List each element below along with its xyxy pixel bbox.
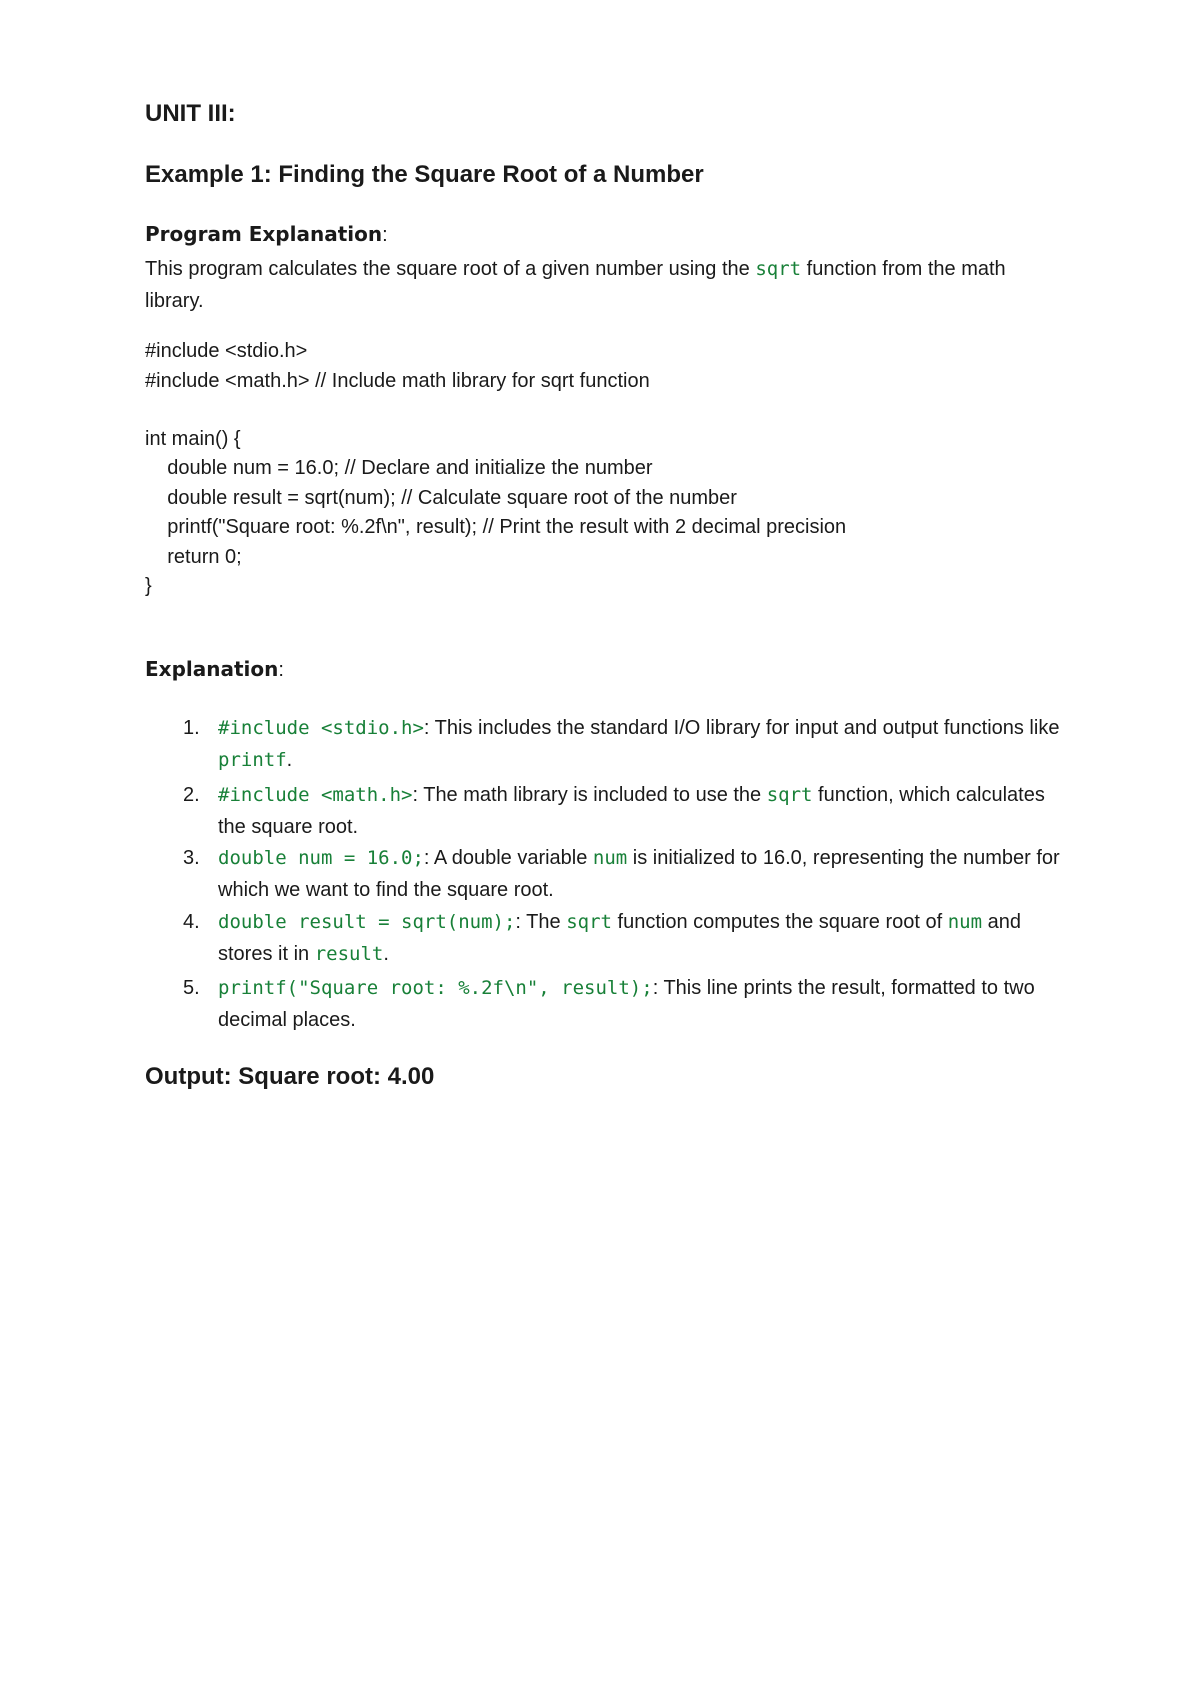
list-item-text-end: function, which calculates the square root. [218, 784, 1045, 838]
list-item-code: #include <stdio.h> [218, 717, 424, 739]
list-item-text: : The math library is included to use the [412, 784, 767, 806]
source-main-function [145, 425, 846, 601]
explanation-label: Explanation [145, 657, 279, 681]
source-line-result: double result = sqrt(num); // Calculate square root of the number [145, 486, 737, 509]
list-item [145, 712, 1075, 779]
list-item-code-inline: sqrt [566, 911, 612, 933]
list-item-text: : This line prints the result, formatted to two decimal places. [218, 977, 1035, 1031]
list-item-text-mid: function computes the square root of [611, 911, 948, 933]
program-explanation-heading [145, 222, 388, 247]
list-item-text-end: is initialized to 16.0, representing the number for which we want to find the square root. [218, 847, 1060, 901]
list-item-code: #include <math.h> [218, 784, 413, 806]
source-main-open: int main() { [145, 428, 241, 450]
source-include-stdio: #include <stdio.h> [145, 340, 308, 362]
list-item [145, 906, 1075, 972]
list-item-code-inline: num [947, 911, 983, 933]
list-item [145, 972, 1075, 1036]
list-item-text-end: . [286, 749, 293, 771]
source-include-math: #include <math.h> // Include math library for sqrt function [145, 370, 650, 392]
list-item [145, 842, 1075, 906]
list-item-code: printf("Square root: %.2f\n", result); [218, 977, 653, 999]
list-item-text-mid: and stores it in [218, 911, 1021, 965]
example-title: Example 1: Finding the Square Root of a Number [145, 161, 704, 188]
list-item-number: 5. [183, 977, 200, 999]
explanation-heading [145, 657, 284, 682]
list-item-number: 4. [183, 911, 200, 933]
list-item-number: 2. [183, 784, 200, 806]
intro-text-before: This program calculates the square root of a given number using the [145, 258, 756, 280]
list-item-number: 3. [183, 847, 200, 869]
intro-text-after: function from the math library. [145, 258, 1006, 312]
list-item-number: 1. [183, 717, 200, 739]
source-main-close: } [145, 575, 152, 598]
explanation-list [145, 712, 1075, 1036]
list-item-text: : A double variable [423, 847, 593, 869]
list-item-text-end: . [383, 943, 389, 965]
output-title: Output: Square root: 4.00 [145, 1063, 435, 1090]
unit-title: UNIT III: [145, 100, 236, 127]
source-line-num: double num = 16.0; // Declare and initialize the number [145, 457, 653, 480]
program-explanation-label: Program Explanation [145, 222, 383, 246]
list-item-text: : This includes the standard I/O library for input and output functions like [423, 717, 1060, 739]
explanation-colon: : [278, 659, 284, 681]
intro-code-sqrt: sqrt [755, 258, 802, 280]
list-item-code: double num = 16.0; [218, 847, 424, 869]
program-explanation-text [145, 253, 1065, 317]
list-item-code-inline: num [592, 847, 628, 869]
list-item-text: : The [515, 911, 567, 933]
list-item [145, 779, 1075, 842]
source-line-printf: printf("Square root: %.2f\n", result); // Print the result with 2 decimal precision [145, 516, 847, 539]
list-item-code-inline: sqrt [766, 784, 813, 806]
list-item-code: double result = sqrt(num); [218, 911, 516, 933]
list-item-code-inline: printf [218, 749, 287, 771]
source-line-return: return 0; [145, 545, 242, 568]
program-explanation-colon: : [382, 224, 388, 246]
list-item-code-inline: result [314, 943, 384, 965]
